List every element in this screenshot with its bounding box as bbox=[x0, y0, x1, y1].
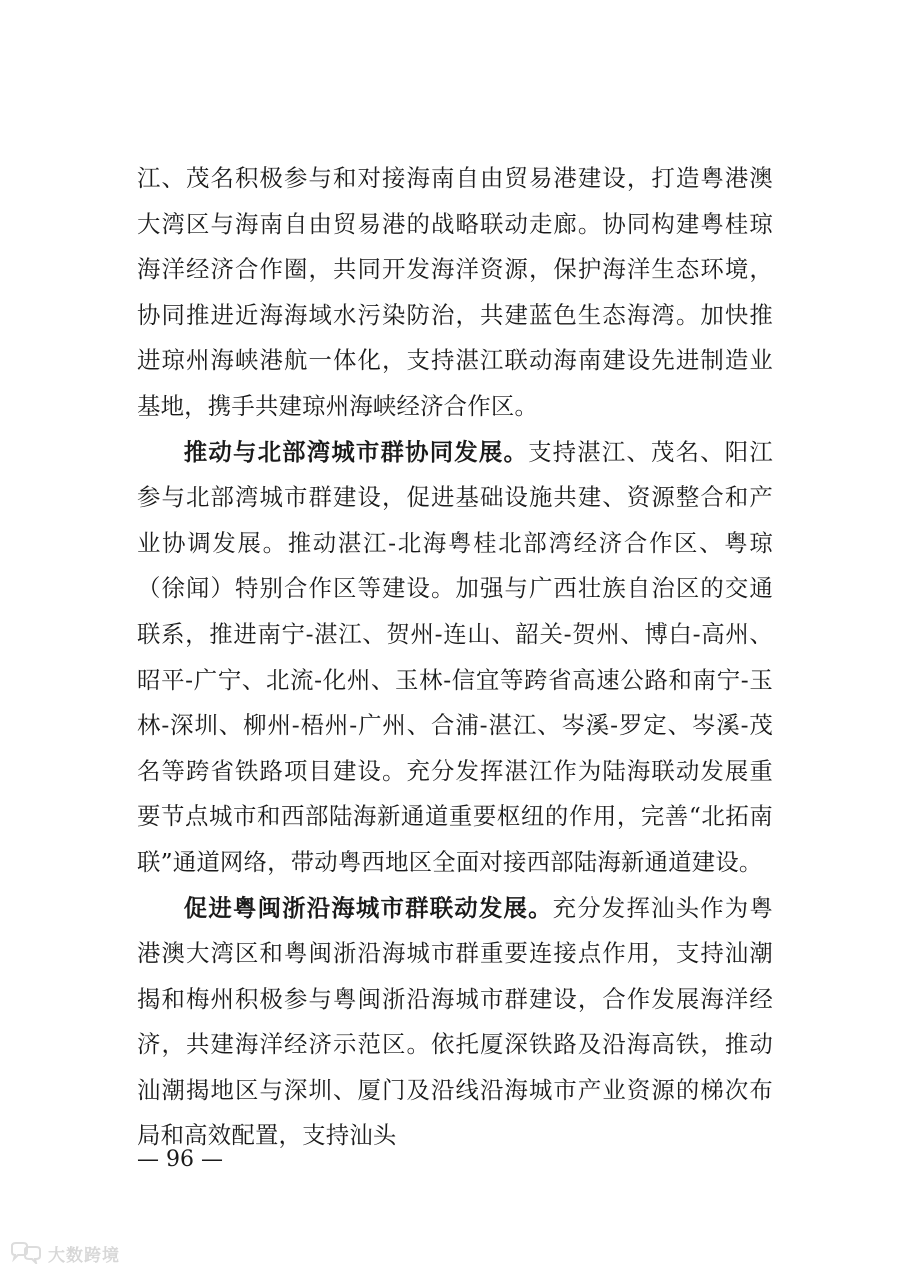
watermark bbox=[8, 1240, 120, 1266]
page-number: — 96 — bbox=[137, 1147, 223, 1172]
paragraph-3 bbox=[137, 886, 773, 1160]
speech-bubble-logo-icon bbox=[8, 1242, 42, 1264]
paragraph-1 bbox=[137, 156, 773, 430]
body-text bbox=[137, 156, 773, 1159]
paragraph-3-text: 充分发挥汕头作为粤港澳大湾区和粤闽浙沿海城市群重要连接点作用，支持汕潮揭和梅州积极参与粤闽浙沿海城市群建设，合作发展海洋经济，共建海洋经济示范区。依托厦深铁路及沿海高铁，推动汕潮揭地区与深圳、厦门及沿线沿海城市产业资源的梯次布局和高效配置，支持汕头 bbox=[137, 893, 773, 1150]
paragraph-2 bbox=[137, 430, 773, 886]
paragraph-3-heading: 促进粤闽浙沿海城市群联动发展。 bbox=[183, 893, 553, 922]
paragraph-2-heading: 推动与北部湾城市群协同发展。 bbox=[183, 437, 529, 466]
paragraph-1-text: 江、茂名积极参与和对接海南自由贸易港建设，打造粤港澳大湾区与海南自由贸易港的战略联动走廊。协同构建粤桂琼海洋经济合作圈，共同开发海洋资源，保护海洋生态环境，协同推进近海海域水污染防治，共建蓝色生态海湾。加快推进琼州海峡港航一体化，支持湛江联动海南建设先进制造业基地，携手共建琼州海峡经济合作区。 bbox=[137, 164, 773, 420]
watermark-text: 大数跨境 bbox=[48, 1245, 120, 1266]
paragraph-2-text: 支持湛江、茂名、阳江参与北部湾城市群建设，促进基础设施共建、资源整合和产业协调发展。推动湛江-北海粤桂北部湾经济合作区、粤琼（徐闻）特别合作区等建设。加强与广西壮族自治区的交通联系，推进南宁-湛江、贺州-连山、韶关-贺州、博白-高州、昭平-广宁、北流-化州、玉林-信宜等跨省高速公路和南宁-玉林-深圳、柳州-梧州-广州、合浦-湛江、岑溪-罗定、岑溪-茂名等跨省铁路项目建设。充分发挥湛江作为陆海联动发展重要节点城市和西部陆海新通道重要枢纽的作用，完善“北拓南联”通道网络，带动粤西地区全面对接西部陆海新通道建设。 bbox=[137, 437, 773, 876]
